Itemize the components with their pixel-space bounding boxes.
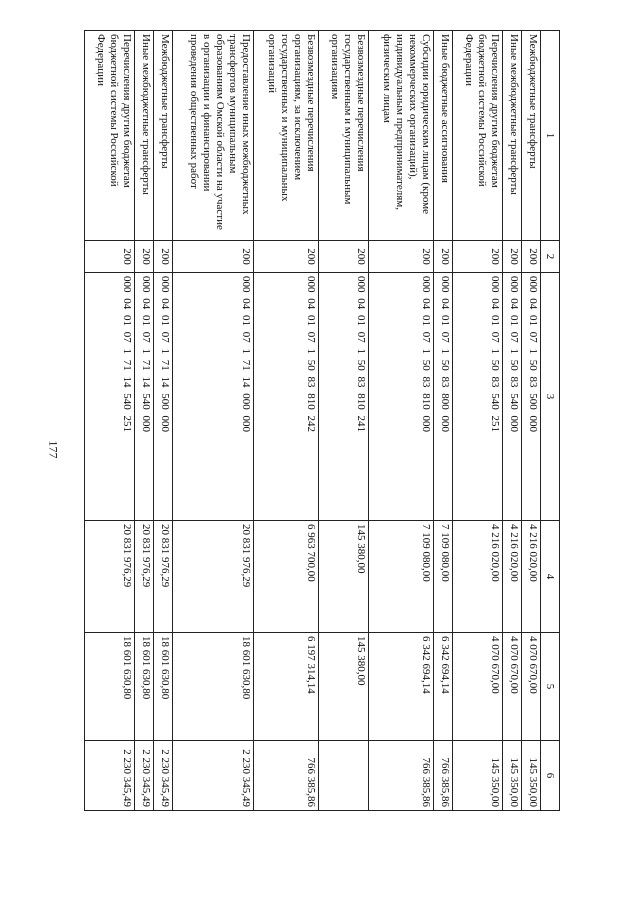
row-classification-code-cell: 000 04 01 07 1 50 83 800 000	[434, 273, 453, 521]
row-col4-amount-cell: 20 831 976,29	[134, 521, 153, 633]
row-name-cell: Перечисления другим бюджетам бюджетной системы Российской Федерации	[85, 31, 135, 241]
row-classification-code-cell: 000 04 01 07 1 50 83 540 000	[503, 273, 522, 521]
row-admin-code-cell: 200	[85, 241, 135, 273]
row-admin-code-cell: 200	[134, 241, 153, 273]
table-container	[84, 30, 560, 810]
table-row	[318, 31, 368, 811]
row-admin-code-cell: 200	[172, 241, 253, 273]
row-col4-amount-cell: 7 109 080,00	[368, 521, 433, 633]
row-col6-amount-cell: 766 385,86	[368, 741, 433, 811]
table-row	[503, 31, 522, 811]
page-number: 177	[46, 440, 61, 459]
row-col5-amount-cell: 4 070 670,00	[503, 633, 522, 741]
header-cell-col2: 2	[541, 241, 560, 273]
row-col5-amount-cell: 6 197 314,14	[253, 633, 318, 741]
row-col5-amount-cell: 6 342 694,14	[368, 633, 433, 741]
budget-table	[84, 30, 560, 811]
header-cell-col6: 6	[541, 741, 560, 811]
row-classification-code-cell: 000 04 01 07 1 50 83 810 000	[368, 273, 433, 521]
row-col5-amount-cell: 18 601 630,80	[134, 633, 153, 741]
row-classification-code-cell: 000 04 01 07 1 71 14 000 000	[172, 273, 253, 521]
header-cell-col5: 5	[541, 633, 560, 741]
row-col5-amount-cell: 18 601 630,80	[153, 633, 172, 741]
row-col5-amount-cell: 6 342 694,14	[434, 633, 453, 741]
row-classification-code-cell: 000 04 01 07 1 71 14 500 000	[153, 273, 172, 521]
row-col6-amount-cell: 145 350,00	[522, 741, 541, 811]
table-row	[153, 31, 172, 811]
row-name-cell: Межбюджетные трансферты	[522, 31, 541, 241]
row-col5-amount-cell: 4 070 670,00	[453, 633, 503, 741]
row-name-cell: Иные межбюджетные трансферты	[134, 31, 153, 241]
row-col6-amount-cell: 2 230 345,49	[153, 741, 172, 811]
header-cell-col3: 3	[541, 273, 560, 521]
row-col6-amount-cell: 145 350,00	[503, 741, 522, 811]
row-col4-amount-cell: 4 216 020,00	[522, 521, 541, 633]
row-col6-amount-cell: 2 230 345,49	[85, 741, 135, 811]
row-col5-amount-cell: 18 601 630,80	[172, 633, 253, 741]
table-header-row	[541, 31, 560, 811]
row-admin-code-cell: 200	[522, 241, 541, 273]
header-cell-col1: 1	[541, 31, 560, 241]
row-col4-amount-cell: 20 831 976,29	[172, 521, 253, 633]
row-admin-code-cell: 200	[368, 241, 433, 273]
table-row	[453, 31, 503, 811]
row-classification-code-cell: 000 04 01 07 1 50 83 540 251	[453, 273, 503, 521]
row-col4-amount-cell: 20 831 976,29	[85, 521, 135, 633]
row-col6-amount-cell: 766 385,86	[253, 741, 318, 811]
row-col6-amount-cell: 2 230 345,49	[172, 741, 253, 811]
row-name-cell: Безвозмездные перечисления государственным и муниципальным организациям	[318, 31, 368, 241]
row-classification-code-cell: 000 04 01 07 1 50 83 810 242	[253, 273, 318, 521]
row-name-cell: Предоставление иных межбюджетных трансфертов муниципальным образованиям Омской области на участие в организации и финансировании проведения общественных работ	[172, 31, 253, 241]
row-col4-amount-cell: 4 216 020,00	[503, 521, 522, 633]
row-admin-code-cell: 200	[434, 241, 453, 273]
row-col6-amount-cell: 2 230 345,49	[134, 741, 153, 811]
row-col4-amount-cell: 6 963 700,00	[253, 521, 318, 633]
row-col4-amount-cell: 4 216 020,00	[453, 521, 503, 633]
row-name-cell: Иные межбюджетные трансферты	[503, 31, 522, 241]
row-classification-code-cell: 000 04 01 07 1 71 14 540 251	[85, 273, 135, 521]
row-classification-code-cell: 000 04 01 07 1 50 83 500 000	[522, 273, 541, 521]
table-row	[134, 31, 153, 811]
row-col6-amount-cell	[318, 741, 368, 811]
row-admin-code-cell: 200	[453, 241, 503, 273]
table-body	[85, 31, 560, 811]
row-col5-amount-cell: 18 601 630,80	[85, 633, 135, 741]
row-col4-amount-cell: 20 831 976,29	[153, 521, 172, 633]
row-col4-amount-cell: 145 380,00	[318, 521, 368, 633]
row-classification-code-cell: 000 04 01 07 1 71 14 540 000	[134, 273, 153, 521]
row-admin-code-cell: 200	[153, 241, 172, 273]
table-row	[368, 31, 433, 811]
row-col6-amount-cell: 145 350,00	[453, 741, 503, 811]
table-row	[434, 31, 453, 811]
row-col6-amount-cell: 766 385,86	[434, 741, 453, 811]
row-classification-code-cell: 000 04 01 07 1 50 83 810 241	[318, 273, 368, 521]
table-row	[85, 31, 135, 811]
row-name-cell: Безвозмездные перечисления организациям, за исключением государственных и муниципальных организаций	[253, 31, 318, 241]
row-name-cell: Перечисления другим бюджетам бюджетной системы Российской Федерации	[453, 31, 503, 241]
row-name-cell: Иные бюджетные ассигнования	[434, 31, 453, 241]
row-name-cell: Межбюджетные трансферты	[153, 31, 172, 241]
row-col5-amount-cell: 4 070 670,00	[522, 633, 541, 741]
row-col5-amount-cell: 145 380,00	[318, 633, 368, 741]
table-row	[172, 31, 253, 811]
table-row	[522, 31, 541, 811]
row-name-cell: Субсидии юридическим лицам (кроме некоммерческих организаций), индивидуальным предпринимателям, физическим лицам	[368, 31, 433, 241]
row-col4-amount-cell: 7 109 080,00	[434, 521, 453, 633]
row-admin-code-cell: 200	[503, 241, 522, 273]
table-row	[253, 31, 318, 811]
header-cell-col4: 4	[541, 521, 560, 633]
row-admin-code-cell: 200	[318, 241, 368, 273]
row-admin-code-cell: 200	[253, 241, 318, 273]
